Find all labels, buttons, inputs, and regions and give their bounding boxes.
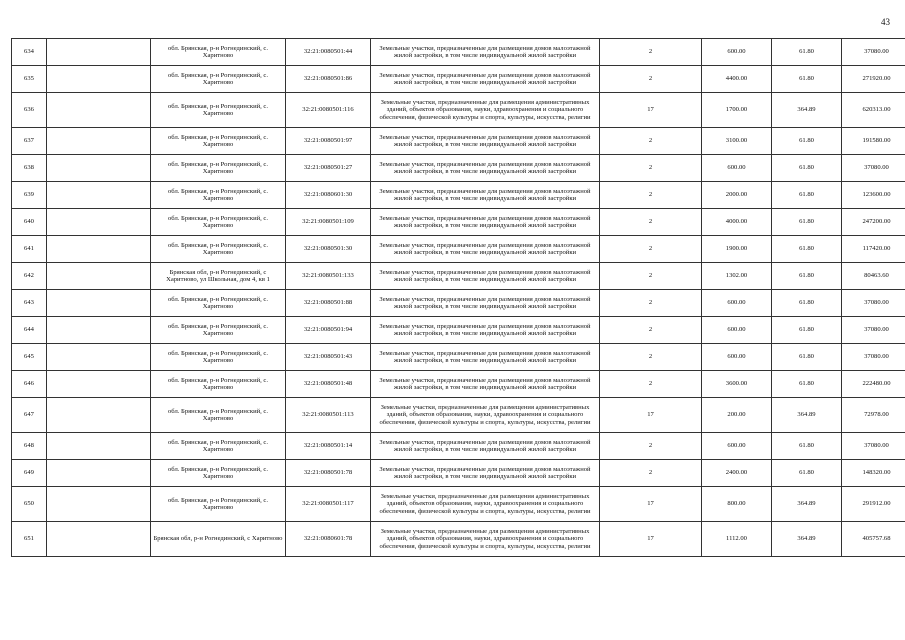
row-number-cell: 635 — [12, 66, 47, 93]
land-use-cell: Земельные участки, предназначенные для размещения домов малоэтажной жилой застройки, в том числе индивидуальной жилой застройки — [371, 66, 600, 93]
address-cell: обл. Брянская, р-н Рогнединский, с. Харитново — [151, 487, 286, 522]
table-row — [12, 128, 905, 155]
specific-value-cell: 61.80 — [772, 182, 842, 209]
specific-value-cell: 61.80 — [772, 371, 842, 398]
land-use-cell: Земельные участки, предназначенные для размещения домов малоэтажной жилой застройки, в том числе индивидуальной жилой застройки — [371, 317, 600, 344]
use-code-cell: 2 — [600, 182, 702, 209]
cadastral-value-cell: 37080.00 — [842, 344, 905, 371]
empty-cell — [47, 66, 151, 93]
specific-value-cell: 364.89 — [772, 487, 842, 522]
row-number-cell: 641 — [12, 236, 47, 263]
area-cell: 4000.00 — [702, 209, 772, 236]
cadastral-value-cell: 291912.00 — [842, 487, 905, 522]
land-use-cell: Земельные участки, предназначенные для размещения административных зданий, объектов образования, науки, здравоохранения и социального обеспечения, физической культуры и спорта, культуры, искусства, религии — [371, 93, 600, 128]
row-number-cell: 649 — [12, 460, 47, 487]
area-cell: 600.00 — [702, 290, 772, 317]
row-number-cell: 643 — [12, 290, 47, 317]
cadastral-value-cell: 148320.00 — [842, 460, 905, 487]
land-use-cell: Земельные участки, предназначенные для размещения домов малоэтажной жилой застройки, в том числе индивидуальной жилой застройки — [371, 371, 600, 398]
empty-cell — [47, 182, 151, 209]
land-use-cell: Земельные участки, предназначенные для размещения домов малоэтажной жилой застройки, в том числе индивидуальной жилой застройки — [371, 236, 600, 263]
address-cell: Брянская обл, р-н Рогнединский, с Харитново — [151, 522, 286, 557]
use-code-cell: 2 — [600, 460, 702, 487]
empty-cell — [47, 433, 151, 460]
cadastral-value-cell: 222480.00 — [842, 371, 905, 398]
use-code-cell: 2 — [600, 317, 702, 344]
land-use-cell: Земельные участки, предназначенные для размещения домов малоэтажной жилой застройки, в том числе индивидуальной жилой застройки — [371, 290, 600, 317]
row-number-cell: 644 — [12, 317, 47, 344]
table-row — [12, 39, 905, 66]
land-use-cell: Земельные участки, предназначенные для размещения домов малоэтажной жилой застройки, в том числе индивидуальной жилой застройки — [371, 39, 600, 66]
cadastral-value-cell: 80463.60 — [842, 263, 905, 290]
land-use-cell: Земельные участки, предназначенные для размещения домов малоэтажной жилой застройки, в том числе индивидуальной жилой застройки — [371, 209, 600, 236]
specific-value-cell: 61.80 — [772, 128, 842, 155]
address-cell: обл. Брянская, р-н Рогнединский, с. Харитново — [151, 344, 286, 371]
table-row — [12, 236, 905, 263]
specific-value-cell: 61.80 — [772, 317, 842, 344]
specific-value-cell: 61.80 — [772, 236, 842, 263]
land-use-cell: Земельные участки, предназначенные для размещения домов малоэтажной жилой застройки, в том числе индивидуальной жилой застройки — [371, 128, 600, 155]
cadastral-value-cell: 37080.00 — [842, 317, 905, 344]
row-number-cell: 639 — [12, 182, 47, 209]
empty-cell — [47, 460, 151, 487]
cadastral-value-cell: 247200.00 — [842, 209, 905, 236]
area-cell: 4400.00 — [702, 66, 772, 93]
row-number-cell: 650 — [12, 487, 47, 522]
specific-value-cell: 61.80 — [772, 209, 842, 236]
cadastral-value-cell: 72978.00 — [842, 398, 905, 433]
table-row — [12, 317, 905, 344]
table-row — [12, 209, 905, 236]
cadastral-number-cell: 32:21:0080501:97 — [286, 128, 371, 155]
empty-cell — [47, 522, 151, 557]
row-number-cell: 637 — [12, 128, 47, 155]
cadastral-number-cell: 32:21:0080501:133 — [286, 263, 371, 290]
area-cell: 2400.00 — [702, 460, 772, 487]
table-row — [12, 487, 905, 522]
table-row — [12, 263, 905, 290]
empty-cell — [47, 128, 151, 155]
use-code-cell: 2 — [600, 155, 702, 182]
address-cell: обл. Брянская, р-н Рогнединский, с. Харитново — [151, 66, 286, 93]
empty-cell — [47, 93, 151, 128]
table-row — [12, 433, 905, 460]
use-code-cell: 17 — [600, 93, 702, 128]
specific-value-cell: 61.80 — [772, 460, 842, 487]
cadastral-number-cell: 32:21:0080501:117 — [286, 487, 371, 522]
address-cell: обл. Брянская, р-н Рогнединский, с. Харитново — [151, 317, 286, 344]
area-cell: 600.00 — [702, 155, 772, 182]
specific-value-cell: 364.89 — [772, 93, 842, 128]
area-cell: 3600.00 — [702, 371, 772, 398]
area-cell: 200.00 — [702, 398, 772, 433]
cadastral-number-cell: 32:21:0080501:86 — [286, 66, 371, 93]
use-code-cell: 17 — [600, 487, 702, 522]
cadastral-number-cell: 32:21:0080501:109 — [286, 209, 371, 236]
use-code-cell: 2 — [600, 371, 702, 398]
cadastral-value-cell: 191580.00 — [842, 128, 905, 155]
empty-cell — [47, 290, 151, 317]
land-use-cell: Земельные участки, предназначенные для размещения домов малоэтажной жилой застройки, в том числе индивидуальной жилой застройки — [371, 263, 600, 290]
address-cell: обл. Брянская, р-н Рогнединский, с. Харитново — [151, 128, 286, 155]
land-register-table — [11, 38, 905, 557]
area-cell: 600.00 — [702, 317, 772, 344]
specific-value-cell: 61.80 — [772, 290, 842, 317]
row-number-cell: 642 — [12, 263, 47, 290]
table-row — [12, 398, 905, 433]
area-cell: 600.00 — [702, 344, 772, 371]
address-cell: обл. Брянская, р-н Рогнединский, с. Харитново — [151, 209, 286, 236]
table-row — [12, 522, 905, 557]
row-number-cell: 648 — [12, 433, 47, 460]
table-row — [12, 93, 905, 128]
address-cell: обл. Брянская, р-н Рогнединский, с. Харитново — [151, 460, 286, 487]
empty-cell — [47, 371, 151, 398]
specific-value-cell: 61.80 — [772, 344, 842, 371]
use-code-cell: 2 — [600, 128, 702, 155]
address-cell: обл. Брянская, р-н Рогнединский, с. Харитново — [151, 236, 286, 263]
cadastral-value-cell: 117420.00 — [842, 236, 905, 263]
land-register-body — [12, 39, 905, 557]
row-number-cell: 646 — [12, 371, 47, 398]
address-cell: обл. Брянская, р-н Рогнединский, с. Харитново — [151, 371, 286, 398]
empty-cell — [47, 236, 151, 263]
table-row — [12, 371, 905, 398]
area-cell: 800.00 — [702, 487, 772, 522]
cadastral-value-cell: 123600.00 — [842, 182, 905, 209]
land-use-cell: Земельные участки, предназначенные для размещения домов малоэтажной жилой застройки, в том числе индивидуальной жилой застройки — [371, 460, 600, 487]
row-number-cell: 636 — [12, 93, 47, 128]
page-number: 43 — [881, 17, 890, 27]
row-number-cell: 647 — [12, 398, 47, 433]
use-code-cell: 2 — [600, 433, 702, 460]
use-code-cell: 17 — [600, 398, 702, 433]
cadastral-number-cell: 32:21:0080501:88 — [286, 290, 371, 317]
empty-cell — [47, 155, 151, 182]
use-code-cell: 2 — [600, 209, 702, 236]
address-cell: обл. Брянская, р-н Рогнединский, с. Харитново — [151, 433, 286, 460]
specific-value-cell: 61.80 — [772, 39, 842, 66]
specific-value-cell: 61.80 — [772, 155, 842, 182]
land-use-cell: Земельные участки, предназначенные для размещения домов малоэтажной жилой застройки, в том числе индивидуальной жилой застройки — [371, 182, 600, 209]
table-row — [12, 344, 905, 371]
row-number-cell: 651 — [12, 522, 47, 557]
specific-value-cell: 61.80 — [772, 66, 842, 93]
empty-cell — [47, 39, 151, 66]
cadastral-value-cell: 37080.00 — [842, 155, 905, 182]
land-use-cell: Земельные участки, предназначенные для размещения домов малоэтажной жилой застройки, в том числе индивидуальной жилой застройки — [371, 155, 600, 182]
row-number-cell: 640 — [12, 209, 47, 236]
empty-cell — [47, 398, 151, 433]
area-cell: 3100.00 — [702, 128, 772, 155]
address-cell: обл. Брянская, р-н Рогнединский, с. Харитново — [151, 155, 286, 182]
use-code-cell: 2 — [600, 263, 702, 290]
cadastral-number-cell: 32:21:0080501:27 — [286, 155, 371, 182]
specific-value-cell: 364.89 — [772, 522, 842, 557]
cadastral-number-cell: 32:21:0080601:78 — [286, 522, 371, 557]
area-cell: 600.00 — [702, 433, 772, 460]
land-use-cell: Земельные участки, предназначенные для размещения административных зданий, объектов образования, науки, здравоохранения и социального обеспечения, физической культуры и спорта, культуры, искусства, религии — [371, 398, 600, 433]
area-cell: 1900.00 — [702, 236, 772, 263]
cadastral-number-cell: 32:21:0080501:94 — [286, 317, 371, 344]
use-code-cell: 2 — [600, 344, 702, 371]
use-code-cell: 2 — [600, 290, 702, 317]
empty-cell — [47, 344, 151, 371]
table-row — [12, 66, 905, 93]
use-code-cell: 2 — [600, 236, 702, 263]
cadastral-value-cell: 271920.00 — [842, 66, 905, 93]
cadastral-value-cell: 37080.00 — [842, 39, 905, 66]
address-cell: Брянская обл, р-н Рогнединский, с Харитново, ул Школьная, дом 4, кв 1 — [151, 263, 286, 290]
cadastral-value-cell: 37080.00 — [842, 290, 905, 317]
row-number-cell: 638 — [12, 155, 47, 182]
specific-value-cell: 61.80 — [772, 263, 842, 290]
empty-cell — [47, 209, 151, 236]
specific-value-cell: 61.80 — [772, 433, 842, 460]
area-cell: 1302.00 — [702, 263, 772, 290]
cadastral-number-cell: 32:21:0080501:44 — [286, 39, 371, 66]
area-cell: 1112.00 — [702, 522, 772, 557]
row-number-cell: 645 — [12, 344, 47, 371]
empty-cell — [47, 263, 151, 290]
address-cell: обл. Брянская, р-н Рогнединский, с. Харитново — [151, 290, 286, 317]
use-code-cell: 2 — [600, 39, 702, 66]
land-use-cell: Земельные участки, предназначенные для размещения домов малоэтажной жилой застройки, в том числе индивидуальной жилой застройки — [371, 344, 600, 371]
land-use-cell: Земельные участки, предназначенные для размещения административных зданий, объектов образования, науки, здравоохранения и социального обеспечения, физической культуры и спорта, культуры, искусства, религии — [371, 487, 600, 522]
table-row — [12, 182, 905, 209]
table-row — [12, 460, 905, 487]
area-cell: 1700.00 — [702, 93, 772, 128]
cadastral-number-cell: 32:21:0080501:48 — [286, 371, 371, 398]
empty-cell — [47, 317, 151, 344]
use-code-cell: 17 — [600, 522, 702, 557]
cadastral-value-cell: 405757.68 — [842, 522, 905, 557]
empty-cell — [47, 487, 151, 522]
row-number-cell: 634 — [12, 39, 47, 66]
area-cell: 2000.00 — [702, 182, 772, 209]
area-cell: 600.00 — [702, 39, 772, 66]
cadastral-number-cell: 32:21:0080501:30 — [286, 236, 371, 263]
address-cell: обл. Брянская, р-н Рогнединский, с. Харитново — [151, 39, 286, 66]
cadastral-number-cell: 32:21:0080601:30 — [286, 182, 371, 209]
cadastral-value-cell: 37080.00 — [842, 433, 905, 460]
table-row — [12, 155, 905, 182]
specific-value-cell: 364.89 — [772, 398, 842, 433]
cadastral-number-cell: 32:21:0080501:113 — [286, 398, 371, 433]
land-use-cell: Земельные участки, предназначенные для размещения административных зданий, объектов образования, науки, здравоохранения и социального обеспечения, физической культуры и спорта, культуры, искусства, религии — [371, 522, 600, 557]
cadastral-number-cell: 32:21:0080501:14 — [286, 433, 371, 460]
cadastral-number-cell: 32:21:0080501:43 — [286, 344, 371, 371]
use-code-cell: 2 — [600, 66, 702, 93]
cadastral-number-cell: 32:21:0080501:78 — [286, 460, 371, 487]
cadastral-value-cell: 620313.00 — [842, 93, 905, 128]
address-cell: обл. Брянская, р-н Рогнединский, с. Харитново — [151, 93, 286, 128]
table-row — [12, 290, 905, 317]
land-use-cell: Земельные участки, предназначенные для размещения домов малоэтажной жилой застройки, в том числе индивидуальной жилой застройки — [371, 433, 600, 460]
address-cell: обл. Брянская, р-н Рогнединский, с. Харитново — [151, 182, 286, 209]
address-cell: обл. Брянская, р-н Рогнединский, с. Харитново — [151, 398, 286, 433]
cadastral-number-cell: 32:21:0080501:116 — [286, 93, 371, 128]
